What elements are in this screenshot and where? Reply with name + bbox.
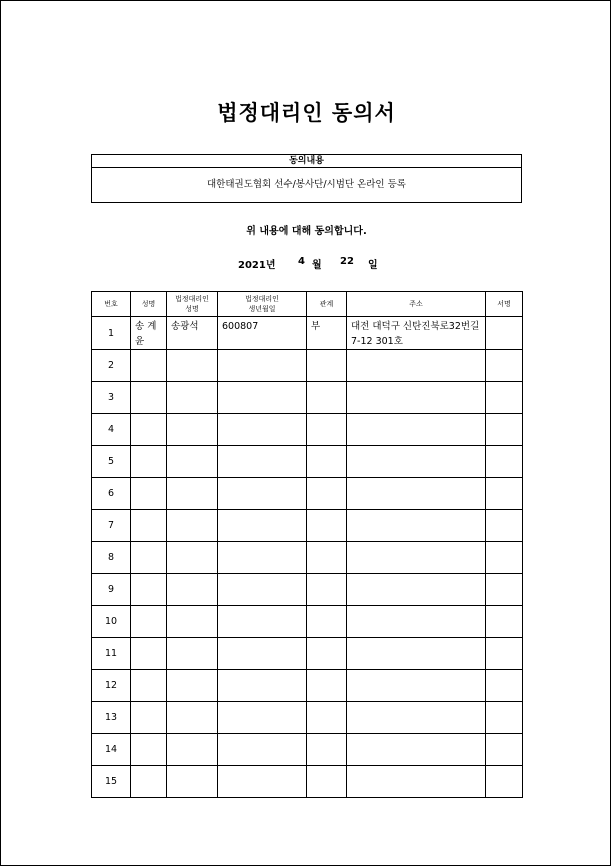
player-name-cell xyxy=(131,574,167,606)
guardian-birthdate-cell xyxy=(218,702,307,734)
guardian-name-cell xyxy=(167,606,218,638)
table-row xyxy=(92,638,523,670)
signature-cell xyxy=(486,446,523,478)
guardian-name-cell xyxy=(167,510,218,542)
address-cell xyxy=(347,446,486,478)
guardian-birthdate-cell xyxy=(218,446,307,478)
table-row xyxy=(92,766,523,798)
table-row xyxy=(92,446,523,478)
guardian-name-cell xyxy=(167,382,218,414)
relation-cell xyxy=(307,734,347,766)
guardian-name-cell xyxy=(167,638,218,670)
row-number-cell: 12 xyxy=(92,670,131,702)
document-title: 법정대리인 동의서 xyxy=(217,101,396,125)
table-row xyxy=(92,317,523,350)
row-number-cell: 11 xyxy=(92,638,131,670)
row-number-cell: 13 xyxy=(92,702,131,734)
date-day: 22 xyxy=(340,256,354,267)
signature-cell xyxy=(486,350,523,382)
address-cell xyxy=(347,734,486,766)
header-guardian-birth-line1: 법정대리인 xyxy=(245,295,279,303)
row-number-cell: 3 xyxy=(92,382,131,414)
player-name-cell xyxy=(131,350,167,382)
signature-cell xyxy=(486,638,523,670)
address-cell xyxy=(347,382,486,414)
table-row xyxy=(92,542,523,574)
guardian-birthdate-cell xyxy=(218,510,307,542)
address-cell xyxy=(347,606,486,638)
guardian-birthdate-cell xyxy=(218,574,307,606)
signature-cell xyxy=(486,734,523,766)
relation-cell xyxy=(307,638,347,670)
signature-cell xyxy=(486,478,523,510)
guardian-birthdate-cell: 600807 xyxy=(218,317,307,350)
address-cell xyxy=(347,478,486,510)
player-name-cell xyxy=(131,702,167,734)
agreement-statement: 위 내용에 대해 동의합니다. xyxy=(246,226,367,237)
player-name-cell xyxy=(131,670,167,702)
guardian-name-cell xyxy=(167,446,218,478)
table-row xyxy=(92,478,523,510)
guardian-birthdate-cell xyxy=(218,414,307,446)
guardian-name-cell: 송광석 xyxy=(167,317,218,350)
date-day-unit: 일 xyxy=(368,260,378,271)
player-name-cell xyxy=(131,478,167,510)
consent-body: 대한태권도협회 선수/봉사단/시범단 온라인 등록 xyxy=(206,179,406,190)
row-number-cell: 4 xyxy=(92,414,131,446)
signature-cell xyxy=(486,542,523,574)
row-number-cell: 7 xyxy=(92,510,131,542)
row-number-cell: 2 xyxy=(92,350,131,382)
address-cell xyxy=(347,542,486,574)
address-cell xyxy=(347,638,486,670)
guardian-birthdate-cell xyxy=(218,766,307,798)
player-name-cell xyxy=(131,446,167,478)
guardian-name-cell xyxy=(167,766,218,798)
relation-cell xyxy=(307,382,347,414)
table-row xyxy=(92,606,523,638)
relation-cell xyxy=(307,542,347,574)
row-number-cell: 1 xyxy=(92,317,131,350)
header-guardian-birth xyxy=(218,292,307,317)
table-row xyxy=(92,414,523,446)
row-number-cell: 14 xyxy=(92,734,131,766)
table-header-row xyxy=(92,292,523,317)
address-cell xyxy=(347,414,486,446)
player-name-cell xyxy=(131,542,167,574)
player-name-cell xyxy=(131,414,167,446)
relation-cell xyxy=(307,606,347,638)
relation-cell: 부 xyxy=(307,317,347,350)
header-no: 번호 xyxy=(92,292,131,317)
relation-cell xyxy=(307,414,347,446)
address-cell xyxy=(347,510,486,542)
table-row xyxy=(92,702,523,734)
header-guardian-birth-line2: 생년월일 xyxy=(248,305,276,313)
guardian-birthdate-cell xyxy=(218,478,307,510)
signature-cell xyxy=(486,382,523,414)
guardian-name-cell xyxy=(167,478,218,510)
header-guardian-name-line1: 법정대리인 xyxy=(175,295,209,303)
signature-cell xyxy=(486,510,523,542)
row-number-cell: 6 xyxy=(92,478,131,510)
guardian-birthdate-cell xyxy=(218,670,307,702)
relation-cell xyxy=(307,446,347,478)
header-relation: 관계 xyxy=(307,292,347,317)
date-month-unit: 월 xyxy=(312,260,322,271)
table-row xyxy=(92,574,523,606)
relation-cell xyxy=(307,350,347,382)
address-cell: 대전 대덕구 신탄진북로32번길 7-12 301호 xyxy=(347,317,486,350)
address-cell xyxy=(347,670,486,702)
relation-cell xyxy=(307,478,347,510)
row-number-cell: 10 xyxy=(92,606,131,638)
guardian-birthdate-cell xyxy=(218,638,307,670)
relation-cell xyxy=(307,574,347,606)
roster-body xyxy=(92,317,523,798)
table-row xyxy=(92,670,523,702)
player-name-cell xyxy=(131,382,167,414)
address-cell xyxy=(347,702,486,734)
guardian-birthdate-cell xyxy=(218,542,307,574)
header-signature: 서명 xyxy=(486,292,523,317)
guardian-name-cell xyxy=(167,670,218,702)
signature-cell xyxy=(486,702,523,734)
guardian-name-cell xyxy=(167,574,218,606)
guardian-name-cell xyxy=(167,542,218,574)
signature-cell xyxy=(486,414,523,446)
row-number-cell: 15 xyxy=(92,766,131,798)
address-cell xyxy=(347,766,486,798)
table-row xyxy=(92,734,523,766)
table-row xyxy=(92,510,523,542)
row-number-cell: 8 xyxy=(92,542,131,574)
consent-header: 동의내용 xyxy=(92,155,521,168)
guardian-name-cell xyxy=(167,702,218,734)
guardian-name-cell xyxy=(167,414,218,446)
signature-cell xyxy=(486,317,523,350)
table-row xyxy=(92,350,523,382)
guardian-name-cell xyxy=(167,734,218,766)
consent-box xyxy=(91,154,522,203)
roster-table xyxy=(91,291,523,798)
signature-cell xyxy=(486,574,523,606)
relation-cell xyxy=(307,702,347,734)
header-address: 주소 xyxy=(347,292,486,317)
player-name-cell xyxy=(131,734,167,766)
header-guardian-name xyxy=(167,292,218,317)
relation-cell xyxy=(307,766,347,798)
header-name: 성명 xyxy=(131,292,167,317)
signature-cell xyxy=(486,606,523,638)
signature-cell xyxy=(486,766,523,798)
relation-cell xyxy=(307,670,347,702)
player-name-cell xyxy=(131,606,167,638)
date-year: 2021년 xyxy=(238,260,276,271)
guardian-birthdate-cell xyxy=(218,606,307,638)
guardian-birthdate-cell xyxy=(218,350,307,382)
address-cell xyxy=(347,574,486,606)
row-number-cell: 9 xyxy=(92,574,131,606)
relation-cell xyxy=(307,510,347,542)
player-name-cell xyxy=(131,766,167,798)
header-guardian-name-line2: 성명 xyxy=(185,305,199,313)
player-name-cell: 송 계 윤 xyxy=(131,317,167,350)
player-name-cell xyxy=(131,638,167,670)
guardian-name-cell xyxy=(167,350,218,382)
guardian-birthdate-cell xyxy=(218,734,307,766)
row-number-cell: 5 xyxy=(92,446,131,478)
date-month: 4 xyxy=(298,256,305,267)
signature-cell xyxy=(486,670,523,702)
player-name-cell xyxy=(131,510,167,542)
table-row xyxy=(92,382,523,414)
guardian-birthdate-cell xyxy=(218,382,307,414)
address-cell xyxy=(347,350,486,382)
